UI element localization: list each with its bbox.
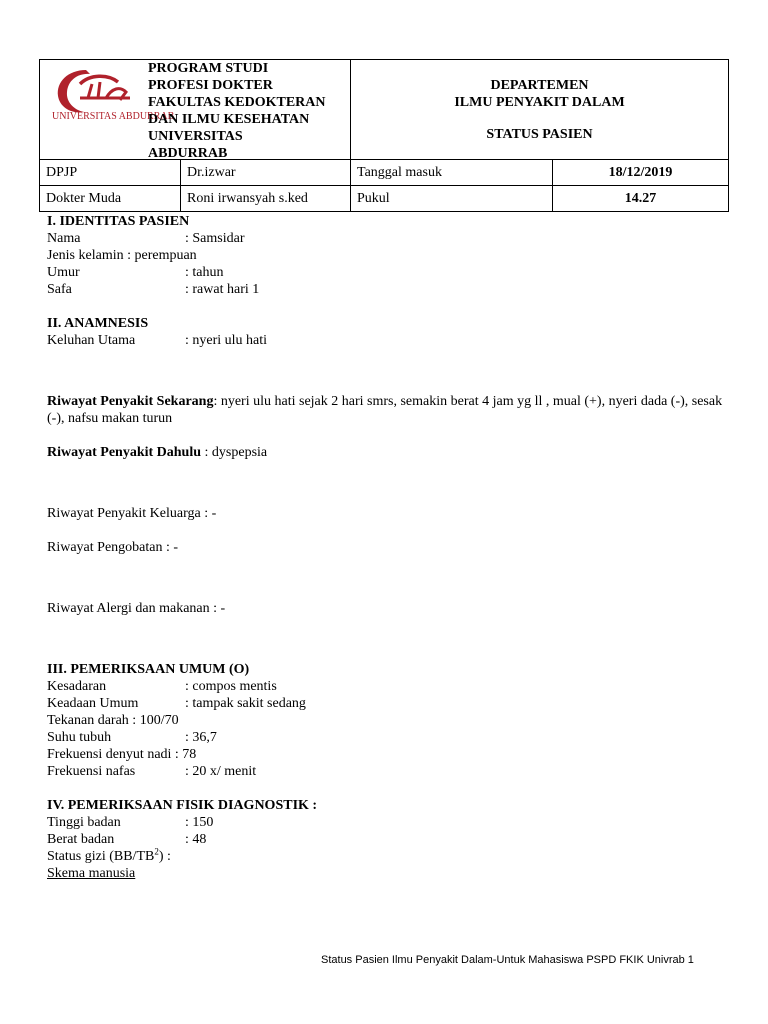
rps-value: : nyeri ulu hati sejak 2 hari smrs, semakin berat 4 jam yg ll , mual (+), nyeri dada (-), sesak (-), nafsu makan turun <box>47 394 723 426</box>
riwayat-keluarga: Riwayat Penyakit Keluarga : - <box>47 506 217 521</box>
jenis-kelamin-text: Jenis kelamin : perempuan <box>47 248 197 263</box>
field-status-gizi <box>47 848 737 865</box>
logo-program-cell <box>40 60 351 160</box>
dokter-muda-label: Dokter Muda <box>40 186 181 212</box>
kesadaran-label: Kesadaran <box>47 679 107 694</box>
pemeriksaan-umum-title: III. PEMERIKSAAN UMUM (O) <box>47 662 250 677</box>
field-tekanan-darah <box>47 712 737 729</box>
riwayat-alergi: Riwayat Alergi dan makanan : - <box>47 601 226 616</box>
riwayat-pengobatan: Riwayat Pengobatan : - <box>47 540 179 555</box>
program-name: PROGRAM STUDI PROFESI DOKTER FAKULTAS KEDOKTERAN DAN ILMU KESEHATAN UNIVERSITAS ABDURRAB <box>148 61 326 161</box>
field-jenis-kelamin <box>47 247 737 264</box>
page-footer: Status Pasien Ilmu Penyakit Dalam-Untuk Mahasiswa PSPD FKIK Univrab 1 <box>321 954 694 966</box>
department-title: DEPARTEMEN <box>490 77 589 93</box>
identitas-title: I. IDENTITAS PASIEN <box>47 214 190 229</box>
bb-label: Berat badan <box>47 832 115 847</box>
nafas-label: Frekuensi nafas <box>47 764 136 779</box>
field-kesadaran <box>47 678 737 695</box>
pukul-label: Pukul <box>351 186 553 212</box>
field-suhu <box>47 729 737 746</box>
dokter-muda-value: Roni irwansyah s.ked <box>181 186 351 212</box>
anamnesis-title: II. ANAMNESIS <box>47 316 149 331</box>
tb-value: : 150 <box>185 815 214 830</box>
kesadaran-value: : compos mentis <box>185 679 277 694</box>
pemeriksaan-fisik-title: IV. PEMERIKSAAN FISIK DIAGNOSTIK : <box>47 798 318 813</box>
nama-value: : Samsidar <box>185 231 245 246</box>
field-umur <box>47 264 737 281</box>
dpjp-value: Dr.izwar <box>181 160 351 186</box>
skema-manusia: Skema manusia <box>47 866 136 881</box>
umur-value: : tahun <box>185 265 224 280</box>
field-skema <box>47 865 737 882</box>
document-body <box>47 213 737 882</box>
keadaan-label: Keadaan Umum <box>47 696 139 711</box>
tanggal-masuk-label: Tanggal masuk <box>351 160 553 186</box>
field-safa <box>47 281 737 298</box>
status-gizi-text <box>47 848 171 865</box>
keluhan-label: Keluhan Utama <box>47 333 136 348</box>
safa-value: : rawat hari 1 <box>185 282 260 297</box>
bb-value: : 48 <box>185 832 207 847</box>
gizi-tail: ) : <box>158 849 171 864</box>
tekanan-darah-text: Tekanan darah : 100/70 <box>47 713 179 728</box>
logo-text: UNIVERSITAS ABDURRAB <box>52 111 175 122</box>
suhu-label: Suhu tubuh <box>47 730 112 745</box>
division-title: ILMU PENYAKIT DALAM <box>454 94 625 110</box>
form-title: STATUS PASIEN <box>486 126 593 142</box>
riwayat-sekarang <box>47 393 737 427</box>
gizi-label: Status gizi (BB/TB <box>47 849 155 864</box>
department-cell <box>351 60 729 160</box>
keluhan-value: : nyeri ulu hati <box>185 333 268 348</box>
nafas-value: : 20 x/ menit <box>185 764 257 779</box>
rpd-label: Riwayat Penyakit Dahulu <box>47 445 202 460</box>
header-row-dokter-muda <box>40 186 729 212</box>
field-keluhan <box>47 332 737 349</box>
umur-label: Umur <box>47 265 80 280</box>
tb-label: Tinggi badan <box>47 815 121 830</box>
field-nadi <box>47 746 737 763</box>
keadaan-value: : tampak sakit sedang <box>185 696 306 711</box>
field-tinggi-badan <box>47 814 737 831</box>
pukul-value: 14.27 <box>553 186 729 212</box>
safa-label: Safa <box>47 282 72 297</box>
field-nafas <box>47 763 737 780</box>
dpjp-label: DPJP <box>40 160 181 186</box>
field-keadaan-umum <box>47 695 737 712</box>
rpd-value: : dyspepsia <box>201 445 268 460</box>
rps-label: Riwayat Penyakit Sekarang <box>47 394 214 409</box>
header-row-dpjp <box>40 160 729 186</box>
nadi-text: Frekuensi denyut nadi : 78 <box>47 747 197 762</box>
university-logo-icon <box>50 64 175 130</box>
field-nama <box>47 230 737 247</box>
gizi-sup: 2 <box>154 846 159 857</box>
suhu-value: : 36,7 <box>185 730 217 745</box>
header-table <box>39 59 729 212</box>
field-berat-badan <box>47 831 737 848</box>
riwayat-dahulu <box>47 444 737 461</box>
tanggal-masuk-value: 18/12/2019 <box>553 160 729 186</box>
nama-label: Nama <box>47 231 81 246</box>
